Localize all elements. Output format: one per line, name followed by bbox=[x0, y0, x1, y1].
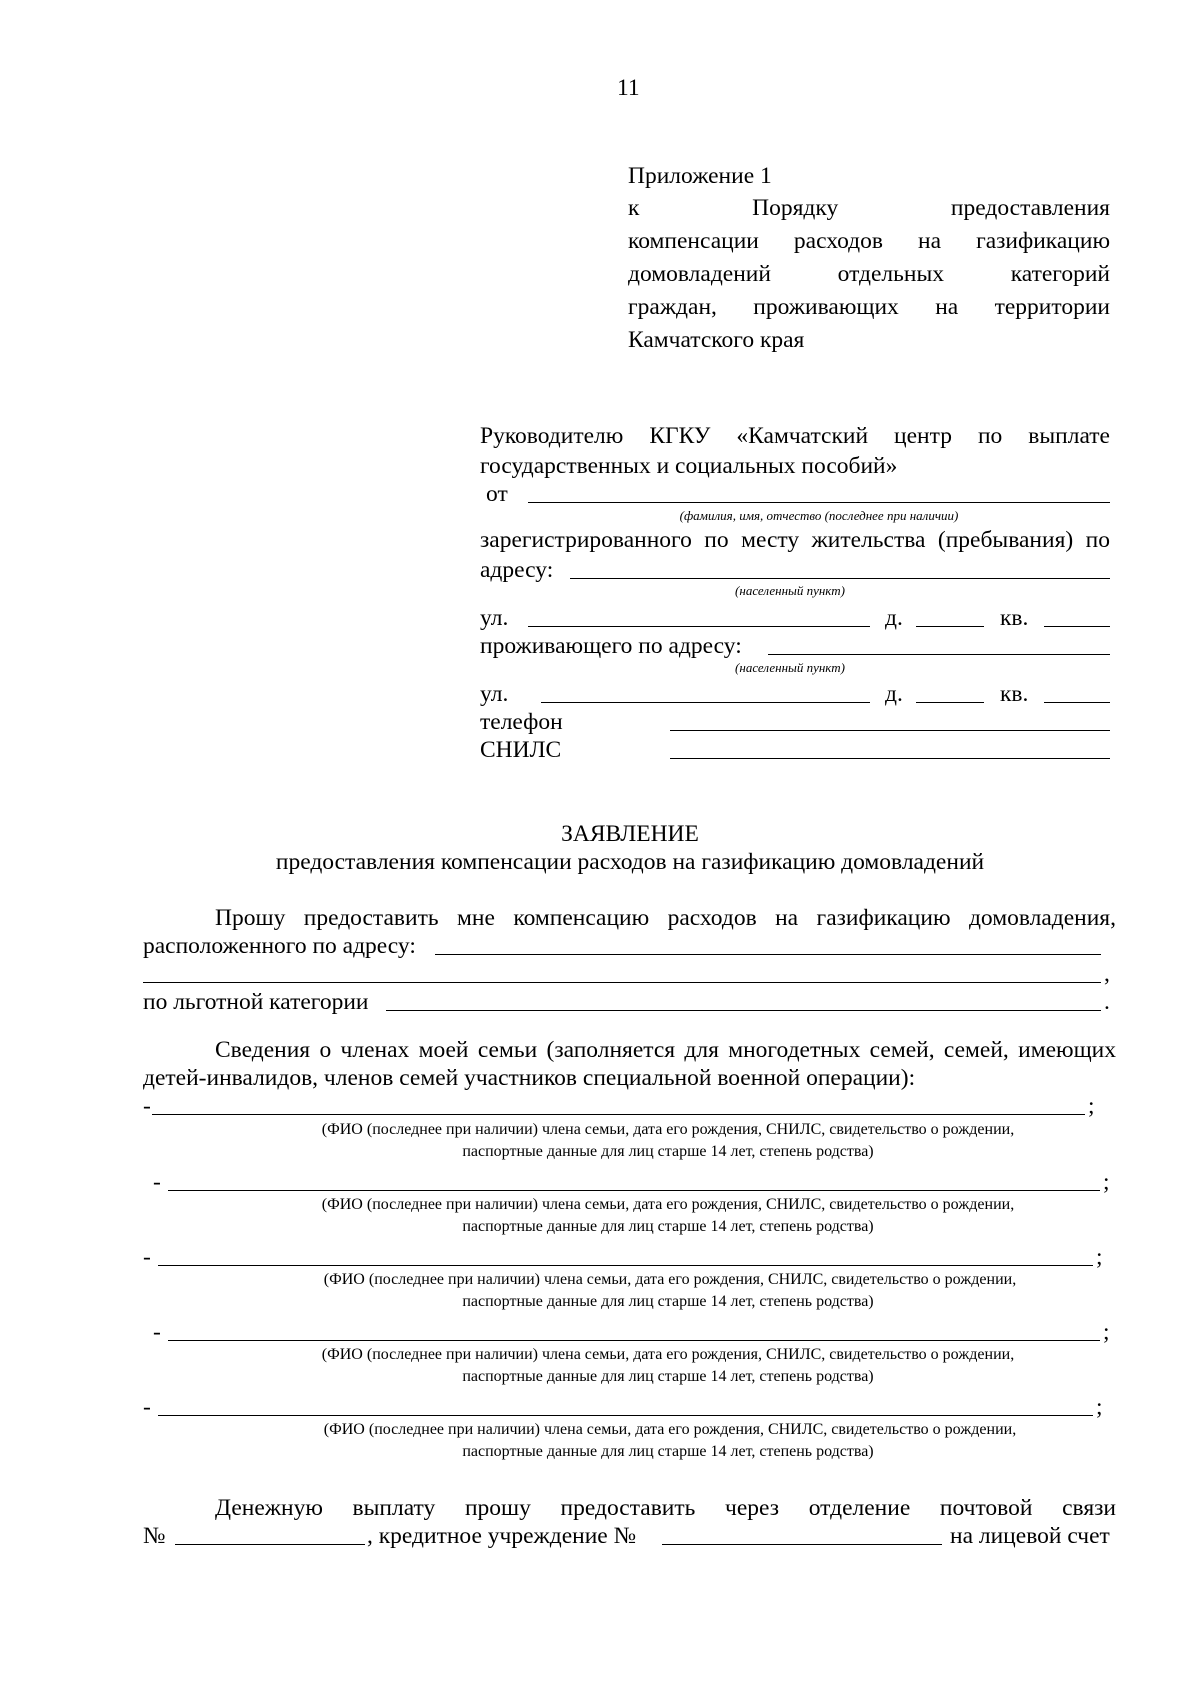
family-member-caption-2: паспортные данные для лиц старше 14 лет, степень родства) bbox=[462, 1143, 874, 1160]
appendix-line-1-text: к Порядку предоставления bbox=[628, 195, 1110, 221]
registered-street-field[interactable] bbox=[528, 626, 870, 627]
family-member-caption-1: (ФИО (последнее при наличии) члена семьи, дата его рождения, СНИЛС, свидетельство о рождении, bbox=[321, 1346, 1015, 1363]
family-member-field[interactable] bbox=[158, 1415, 1093, 1416]
registered-house-label: д. bbox=[885, 605, 903, 631]
family-member-caption-1: (ФИО (последнее при наличии) члена семьи, дата его рождения, СНИЛС, свидетельство о рождении, bbox=[323, 1271, 1017, 1288]
family-member-caption-2: паспортные данные для лиц старше 14 лет, степень родства) bbox=[462, 1443, 874, 1460]
family-member-field[interactable] bbox=[168, 1190, 1100, 1191]
living-house-field[interactable] bbox=[916, 702, 984, 703]
family-member-caption-2: паспортные данные для лиц старше 14 лет, степень родства) bbox=[462, 1368, 874, 1385]
appendix-line-4-text: граждан, проживающих на территории bbox=[628, 294, 1110, 320]
appendix-line-5: Камчатского края bbox=[628, 327, 805, 353]
appendix-line-2 bbox=[628, 227, 1110, 255]
page-number: 11 bbox=[617, 75, 640, 101]
appendix-line-2-text: компенсации расходов на газификацию bbox=[628, 228, 1110, 254]
family-member-field[interactable] bbox=[168, 1340, 1100, 1341]
snils-field[interactable] bbox=[670, 758, 1110, 759]
category-field[interactable] bbox=[386, 1010, 1101, 1011]
family-line-2: детей-инвалидов, членов семей участников специальной военной операции): bbox=[143, 1065, 916, 1091]
family-member-semicolon: ; bbox=[1103, 1169, 1110, 1195]
living-apt-label: кв. bbox=[1000, 681, 1029, 707]
family-member-semicolon: ; bbox=[1096, 1394, 1103, 1420]
family-member-semicolon: ; bbox=[1088, 1093, 1095, 1119]
family-member-dash: - bbox=[143, 1394, 151, 1420]
payment-line-1 bbox=[215, 1494, 1116, 1522]
family-member-caption-1: (ФИО (последнее при наличии) члена семьи, дата его рождения, СНИЛС, свидетельство о рождении, bbox=[323, 1421, 1017, 1438]
registered-apt-field[interactable] bbox=[1044, 626, 1110, 627]
appendix-line-3-text: домовладений отдельных категорий bbox=[628, 261, 1110, 287]
family-member-field[interactable] bbox=[152, 1114, 1085, 1115]
registered-house-field[interactable] bbox=[916, 626, 984, 627]
request-address-comma: , bbox=[1104, 961, 1110, 987]
registered-settlement-caption: (населенный пункт) bbox=[735, 583, 845, 598]
living-settlement-caption: (населенный пункт) bbox=[735, 660, 845, 675]
addressee-line-1-text: Руководителю КГКУ «Камчатский центр по выплате bbox=[480, 423, 1110, 449]
family-member-field[interactable] bbox=[158, 1265, 1093, 1266]
registered-settlement-field[interactable] bbox=[570, 578, 1110, 579]
addressee-line-2: государственных и социальных пособий» bbox=[480, 453, 898, 479]
request-line-1-text: Прошу предоставить мне компенсацию расходов на газификацию домовладения, bbox=[215, 905, 1116, 931]
family-member-dash: - bbox=[143, 1244, 151, 1270]
family-member-dash: - bbox=[153, 1319, 161, 1345]
request-address-field-1[interactable] bbox=[435, 954, 1101, 955]
living-settlement-field[interactable] bbox=[768, 654, 1110, 655]
registered-street-label: ул. bbox=[480, 605, 509, 631]
payment-line-1-text: Денежную выплату прошу предоставить через отделение почтовой связи bbox=[215, 1495, 1116, 1521]
family-member-dash: - bbox=[143, 1093, 151, 1119]
phone-label: телефон bbox=[480, 709, 563, 735]
family-member-semicolon: ; bbox=[1103, 1319, 1110, 1345]
living-house-label: д. bbox=[885, 681, 903, 707]
living-apt-field[interactable] bbox=[1044, 702, 1110, 703]
appendix-line-3 bbox=[628, 260, 1110, 288]
family-line-1-text: Сведения о членах моей семьи (заполняется для многодетных семей, семей, имеющих bbox=[215, 1037, 1116, 1063]
snils-label: СНИЛС bbox=[480, 737, 562, 763]
family-line-1 bbox=[215, 1036, 1116, 1064]
family-member-semicolon: ; bbox=[1096, 1244, 1103, 1270]
from-label: от bbox=[486, 481, 508, 507]
category-label: по льготной категории bbox=[143, 989, 369, 1015]
request-line-1 bbox=[215, 904, 1116, 932]
payment-no-label: № bbox=[143, 1523, 166, 1549]
request-address-label: расположенного по адресу: bbox=[143, 933, 416, 959]
category-period: . bbox=[1104, 989, 1110, 1015]
statement-title: ЗАЯВЛЕНИЕ bbox=[561, 821, 699, 847]
phone-field[interactable] bbox=[670, 730, 1110, 731]
living-street-field[interactable] bbox=[541, 702, 870, 703]
living-street-label: ул. bbox=[480, 681, 509, 707]
registered-line-1-text: зарегистрированного по месту жительства (пребывания) по bbox=[480, 527, 1110, 553]
registered-address-label: адресу: bbox=[480, 557, 554, 583]
post-office-number-field[interactable] bbox=[175, 1544, 365, 1545]
statement-subtitle: предоставления компенсации расходов на газификацию домовладений bbox=[275, 849, 985, 875]
addressee-line-1 bbox=[480, 422, 1110, 450]
appendix-title: Приложение 1 bbox=[628, 163, 772, 189]
registered-apt-label: кв. bbox=[1000, 605, 1029, 631]
registered-line-1 bbox=[480, 526, 1110, 554]
request-address-field-2[interactable] bbox=[143, 982, 1101, 983]
payment-account-label: на лицевой счет bbox=[950, 1523, 1110, 1549]
family-member-dash: - bbox=[153, 1169, 161, 1195]
appendix-line-4 bbox=[628, 293, 1110, 321]
appendix-line-1 bbox=[628, 194, 1110, 222]
payment-credit-label: , кредитное учреждение № bbox=[367, 1523, 637, 1549]
living-address-label: проживающего по адресу: bbox=[480, 633, 742, 659]
family-member-caption-1: (ФИО (последнее при наличии) члена семьи, дата его рождения, СНИЛС, свидетельство о рождении, bbox=[321, 1196, 1015, 1213]
credit-institution-number-field[interactable] bbox=[662, 1544, 942, 1545]
from-caption: (фамилия, имя, отчество (последнее при наличии) bbox=[679, 508, 959, 523]
family-member-caption-1: (ФИО (последнее при наличии) члена семьи, дата его рождения, СНИЛС, свидетельство о рождении, bbox=[321, 1121, 1015, 1138]
family-member-caption-2: паспортные данные для лиц старше 14 лет, степень родства) bbox=[462, 1293, 874, 1310]
from-name-field[interactable] bbox=[528, 502, 1110, 503]
family-member-caption-2: паспортные данные для лиц старше 14 лет, степень родства) bbox=[462, 1218, 874, 1235]
